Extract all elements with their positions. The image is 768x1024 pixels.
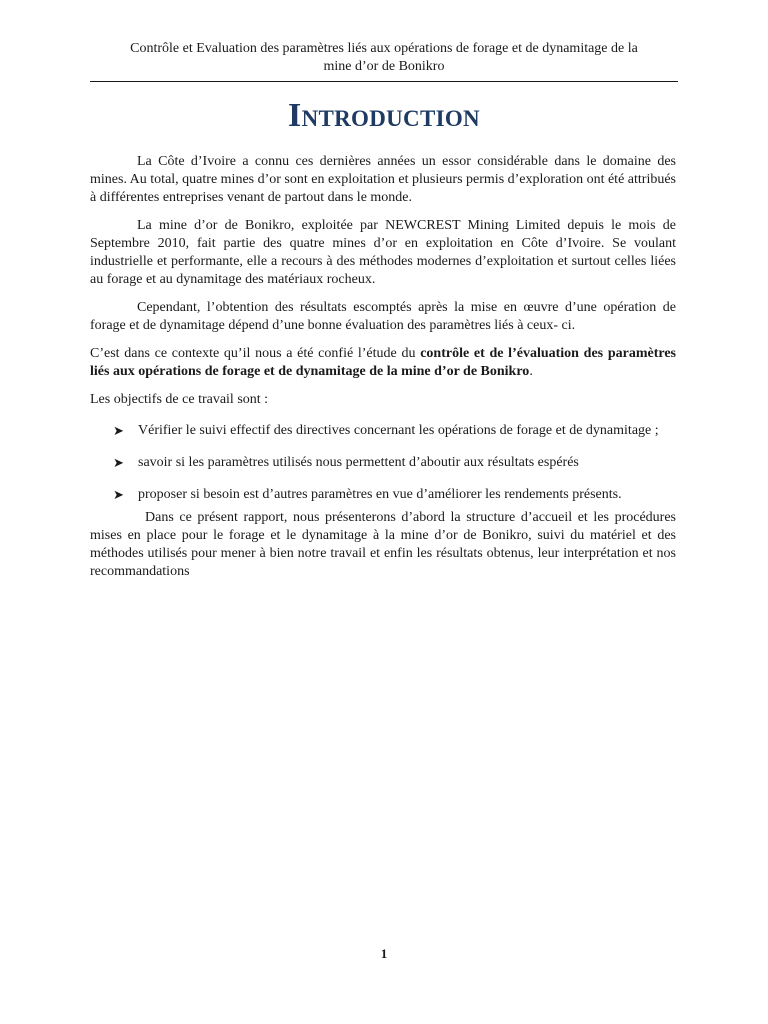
header-line-2: mine d’or de Bonikro: [323, 59, 445, 74]
running-header: [90, 40, 678, 76]
page-number: 1: [380, 946, 388, 961]
arrowhead-bullet-icon: ➤: [113, 487, 124, 502]
list-item-text: proposer si besoin est d’autres paramètres en vue d’améliorer les rendements présents.: [138, 487, 622, 502]
paragraph-4-start: C’est dans ce contexte qu’il nous a été confié l’étude du: [90, 346, 421, 361]
list-item: [90, 451, 676, 475]
body-text: [90, 153, 676, 591]
list-item: [90, 483, 676, 507]
list-item: [90, 419, 676, 443]
header-line-1: Contrôle et Evaluation des paramètres liés aux opérations de forage et de dynamitage de la: [130, 41, 638, 56]
objectives-list: [90, 419, 676, 507]
title-rest: NTRODUCTION: [301, 106, 480, 131]
paragraph-4-end: .: [529, 364, 533, 379]
paragraph-4: [90, 345, 676, 381]
paragraph-5: Dans ce présent rapport, nous présenterons d’abord la structure d’accueil et les procédures mises en place pour le forage et le dynamitage à la mine d’or de Bonikro, suivi du matériel et des méthodes utilisés pour mener à bien notre travail et enfin les résultats obtenus, leur interprétation et nos recommandations: [90, 510, 676, 579]
objectives-intro: Les objectifs de ce travail sont :: [90, 392, 269, 407]
paragraph-3: Cependant, l’obtention des résultats escomptés après la mise en œuvre d’une opération de forage et de dynamitage dépend d’une bonne évaluation des paramètres liés à ceux- ci.: [90, 300, 676, 333]
paragraph-1: La Côte d’Ivoire a connu ces dernières années un essor considérable dans le domaine des mines. Au total, quatre mines d’or sont en exploitation et plusieurs permis d’exploration ont été attribués à différentes entreprises venant de partout dans le monde.: [90, 154, 676, 205]
paragraph-4-bold: contrôle et de l’évaluation des paramètres liés aux opérations de forage et de dynamitage de la mine d’or de Bonikro: [90, 346, 676, 379]
section-title: [0, 99, 768, 136]
arrowhead-bullet-icon: ➤: [113, 423, 124, 438]
list-item-text: savoir si les paramètres utilisés nous permettent d’aboutir aux résultats espérés: [138, 455, 579, 470]
header-divider: [90, 81, 678, 82]
paragraph-2: La mine d’or de Bonikro, exploitée par NEWCREST Mining Limited depuis le mois de Septembre 2010, fait partie des quatre mines d’or en exploitation en Côte d’Ivoire. Se voulant industrielle et performante, elle a recours à des méthodes modernes d’exploitation et surtout celles liées au forage et au dynamitage des matériaux rocheux.: [90, 218, 676, 287]
list-item-text: Vérifier le suivi effectif des directives concernant les opérations de forage et de dynamitage ;: [138, 423, 659, 438]
title-initial: I: [288, 97, 302, 134]
arrowhead-bullet-icon: ➤: [113, 455, 124, 470]
